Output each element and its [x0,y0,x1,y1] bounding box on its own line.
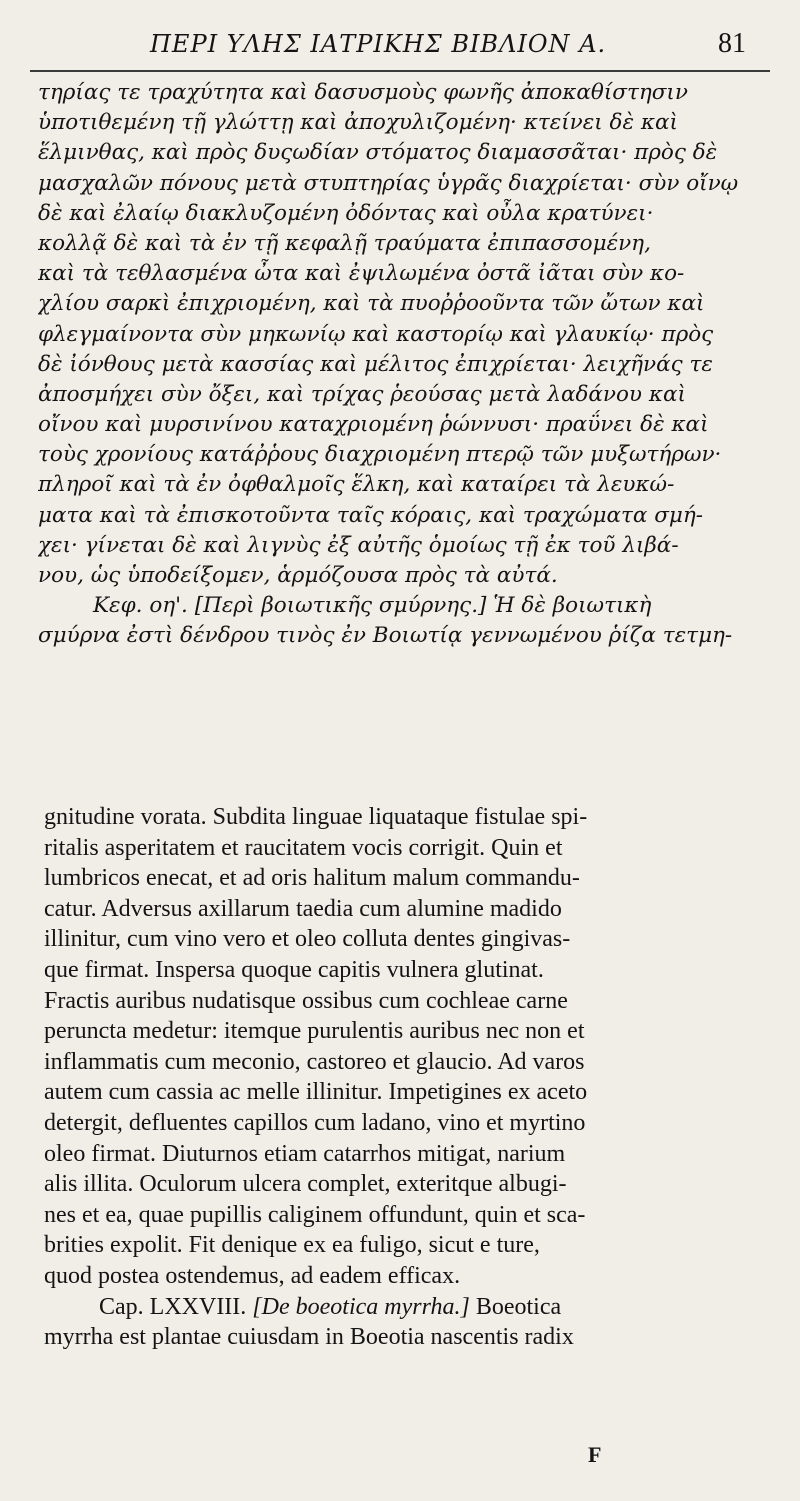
signature-mark: F [588,1442,602,1467]
greek-text-block [38,78,766,652]
latin-line: illinitur, cum vino vero et oleo colluta dentes gingivas- [44,926,571,953]
latin-line: nes et ea, quae pupillis caliginem offundunt, quin et sca- [44,1201,586,1228]
greek-line: χει· γίνεται δὲ καὶ λιγνὺς ἐξ αὐτῆς ὁμοίως τῇ ἐκ τοῦ λιβά- [38,532,679,558]
latin-text-block [44,802,760,1353]
header-rule [30,70,770,72]
greek-line: φλεγμαίνοντα σὺν μηκωνίῳ καὶ καστορίῳ καὶ γλαυκίῳ· πρὸς [38,321,714,347]
latin-chapter-title: [De boeotica myrrha.] [252,1293,470,1320]
greek-line: οἴνου καὶ μυρσινίνου καταχριομένη ῥώννυσι· πραΰνει δὲ καὶ [38,412,709,438]
greek-line: δὲ καὶ ἐλαίῳ διακλυζομένη ὀδόντας καὶ οὖλα κρατύνει· [38,200,654,226]
greek-line: ἕλμινθας, καὶ πρὸς δυςωδίαν στόματος διαμασσᾶται· πρὸς δὲ [38,140,718,166]
latin-line: lumbricos enecat, et ad oris halitum malum commandu- [44,865,580,892]
latin-line: myrrha est plantae cuiusdam in Boeotia nascentis radix [44,1324,574,1351]
latin-chapter-label: Cap. LXXVIII. [99,1293,247,1320]
greek-line: ἀποσμήχει σὺν ὄξει, καὶ τρίχας ῥεούσας μετὰ λαδάνου καὶ [38,381,686,407]
latin-line: alis illita. Oculorum ulcera complet, exteritque albugi- [44,1171,567,1198]
greek-line: πληροῖ καὶ τὰ ἐν ὀφθαλμοῖς ἕλκη, καὶ καταίρει τὰ λευκώ- [38,472,675,498]
greek-line: ματα καὶ τὰ ἐπισκοτοῦντα ταῖς κόραις, καὶ τραχώματα σμή- [38,502,703,528]
latin-line: quod postea ostendemus, ad eadem efficax. [44,1262,461,1289]
latin-line: autem cum cassia ac melle illinitur. Impetigines ex aceto [44,1079,588,1106]
running-title: ΠΕΡΙ ΥΛΗΣ ΙΑΤΡΙΚΗΣ ΒΙΒΛΙΟΝ Α. [150,30,607,58]
greek-line: ὑποτιθεμένη τῇ γλώττῃ καὶ ἀποχυλιζομένη· κτείνει δὲ καὶ [38,110,678,136]
page-header [0,0,800,70]
greek-line: τηρίας τε τραχύτητα καὶ δασυσμοὺς φωνῆς ἀποκαθίστησιν [38,80,688,105]
latin-line: catur. Adversus axillarum taedia cum alumine madido [44,895,562,922]
latin-chapter-text: Boeotica [475,1293,562,1320]
greek-line: δὲ ἰόνθους μετὰ κασσίας καὶ μέλιτος ἐπιχρίεται· λειχῆνάς τε [38,351,713,377]
greek-line: καὶ τὰ τεθλασμένα ὦτα καὶ ἐψιλωμένα ὀστᾶ ἰᾶται σὺν κο- [38,261,685,287]
greek-chapter-heading [38,591,766,621]
latin-line: ritalis asperitatem et raucitatem vocis corrigit. Quin et [44,834,563,861]
greek-line: σμύρνα ἐστὶ δένδρου τινὸς ἐν Βοιωτίᾳ γεννωμένου ῥίζα τετμη- [38,623,733,649]
greek-line: νου, ὡς ὑποδείξομεν, ἁρμόζουσα πρὸς τὰ αὐτά. [38,563,558,588]
page-number: 81 [718,28,746,59]
latin-line: brities expolit. Fit denique ex ea fuligo, sicut e ture, [44,1232,540,1259]
greek-line: χλίου σαρκὶ ἐπιχριομένη, καὶ τὰ πυοῤῥοοῦντα τῶν ὤτων καὶ [38,291,705,317]
greek-line: κολλᾷ δὲ καὶ τὰ ἐν τῇ κεφαλῇ τραύματα ἐπιπασσομένη, [38,230,651,256]
greek-chapter-title: [Περὶ βοιωτικῆς σμύρνης.] [194,593,487,619]
latin-line: gnitudine vorata. Subdita linguae liquataque fistulae spi- [44,804,588,830]
latin-line: Fractis auribus nudatisque ossibus cum cochleae carne [44,987,568,1014]
greek-line: μασχαλῶν πόνους μετὰ στυπτηρίας ὑγρᾶς διαχρίεται· σὺν οἴνῳ [38,170,739,196]
latin-line: que firmat. Inspersa quoque capitis vulnera glutinat. [44,956,544,983]
greek-chapter-text: Ἡ δὲ βοιωτικὴ [493,593,652,619]
latin-line: oleo firmat. Diuturnos etiam catarrhos mitigat, narium [44,1140,566,1167]
latin-chapter-heading [44,1292,760,1323]
latin-line: detergit, defluentes capillos cum ladano, vino et myrtino [44,1109,586,1136]
latin-line: peruncta medetur: itemque purulentis auribus nec non et [44,1018,585,1045]
greek-chapter-label: Κεφ. οη'. [93,593,188,619]
latin-line: inflammatis cum meconio, castoreo et glaucio. Ad varos [44,1048,585,1075]
greek-line: τοὺς χρονίους κατάῤῥους διαχριομένη πτερῷ τῶν μυξωτήρων· [38,442,722,468]
